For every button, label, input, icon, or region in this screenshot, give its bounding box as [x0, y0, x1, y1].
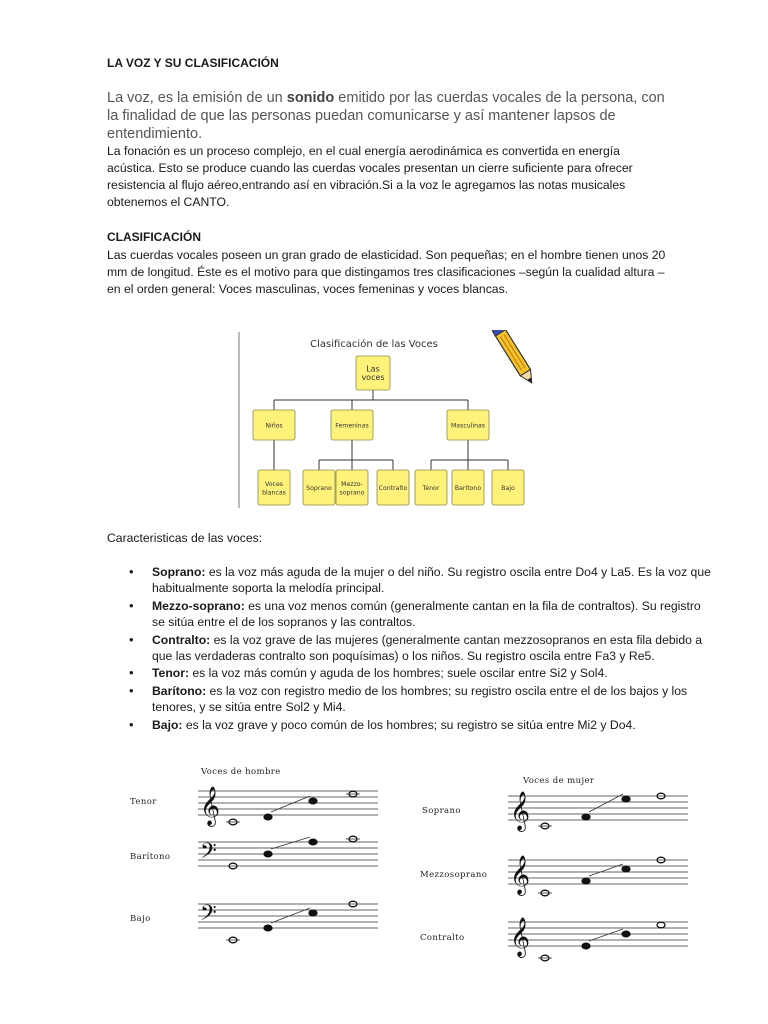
voice-description: es la voz más aguda de la mujer o del niño. Su registro oscila entre Do4 y La5. Es la voz que habitualmente soporta la melodía principal. [152, 565, 711, 596]
diagram-voice-box [492, 470, 524, 505]
staff-label-tenor: Tenor [130, 797, 157, 807]
voice-list-item [152, 632, 712, 665]
staff-soprano [508, 791, 688, 832]
note-head [622, 796, 630, 802]
diagram-box-label: Niños [265, 422, 283, 430]
staff-contralto [508, 917, 688, 961]
men-staff-title: Voces de hombre [201, 767, 281, 777]
voice-term: Mezzo-soprano: [152, 598, 245, 613]
diagram-box-label: Contralto [378, 485, 408, 492]
voice-term: Bajo: [152, 717, 183, 732]
diagram-box-label: voces [361, 372, 385, 382]
diagram-box-label: Voces [265, 480, 283, 488]
diagram-box-label: Barítono [454, 485, 482, 492]
note-head [264, 851, 272, 857]
voice-description: es la voz grave de las mujeres (generalmente cantan mezzosopranos en esta fila debido a que las verdaderas contralto son poquísimas) o los niños. Su registro oscila entre Fa3 y Re5. [152, 632, 703, 664]
voice-list-item [152, 598, 712, 631]
document-title: LA VOZ Y SU CLASIFICACIÓN [107, 56, 279, 70]
diagram-box-label: soprano [339, 489, 365, 497]
treble-clef-icon: 𝄞 [510, 917, 531, 957]
note-head [264, 814, 272, 820]
voice-description: es la voz con registro medio de los hombres; su registro oscila entre el de los bajos y los tenores, y se sitúa entre Sol2 y Mi4. [152, 683, 688, 715]
voice-list [107, 564, 712, 734]
diagram-title: Clasificación de las Voces [310, 339, 438, 350]
section-heading-classification: CLASIFICACIÓN [107, 230, 201, 244]
voice-description: es la voz más común y aguda de los hombres; suele oscilar entre Si2 y Sol4. [189, 666, 608, 681]
note-head [622, 931, 630, 937]
voice-term: Contralto: [152, 632, 211, 647]
paragraph-phonation: La fonación es un proceso complejo, en el cual energía aerodinámica es convertida en energía acústica. Esto se produce cuando las cuerdas vocales presentan un cierre suficiente para ofrecer resistencia al flujo aéreo,entrando así en vibración.Si a la voz le agregamos las notas musicales obtenemos el CANTO. [107, 144, 633, 209]
voice-description: es una voz menos común (generalmente cantan en la fila de contraltos). Su registro se sitúa entre el de los sopranos y las contraltos. [152, 598, 701, 630]
staff-label-bajo: Bajo [130, 914, 151, 924]
note-head [657, 922, 665, 928]
characteristics-intro: Caracteristicas de las voces: [107, 531, 263, 545]
note-head [309, 910, 317, 916]
diagram-box-label: blancas [262, 489, 286, 497]
note-head [582, 878, 590, 884]
lead-text-start: La voz, es la emisión de un [107, 90, 287, 106]
voice-list-item [152, 564, 712, 597]
diagram-box-label: Mezzo- [341, 480, 363, 488]
diagram-category-box [331, 410, 373, 440]
diagram-root-box [356, 356, 390, 390]
staff-label-soprano: Soprano [422, 806, 461, 816]
bass-clef-icon: 𝄢 [200, 839, 217, 869]
voice-term: Tenor: [152, 666, 190, 681]
staff-tenor [198, 786, 378, 827]
diagram-category-box [253, 410, 295, 440]
note-head [309, 839, 317, 845]
staff-bajo [198, 901, 378, 943]
diagram-box-label: Las [366, 364, 380, 374]
voice-term: Barítono: [152, 683, 207, 698]
note-head [264, 925, 272, 931]
diagram-voice-box [303, 470, 335, 505]
note-head [582, 943, 590, 949]
diagram-box-label: Femeninas [335, 422, 369, 430]
voice-list-item [152, 665, 712, 681]
staff-label-contralto: Contralto [420, 933, 465, 943]
voice-description: es la voz grave y poco común de los hombres; su registro se sitúa entre Mi2 y Do4. [182, 717, 636, 732]
voice-list-item [152, 717, 712, 733]
staff-mezzosoprano [508, 855, 688, 896]
note-head [622, 866, 630, 872]
lead-text-end: emitido por las cuerdas vocales de la persona, con la finalidad de que las personas puedan comunicarse y así mantener lapsos de entendimiento. [107, 90, 665, 142]
diagram-box-label: Masculinas [450, 422, 486, 430]
diagram-voice-box [377, 470, 409, 505]
treble-clef-icon: 𝄞 [200, 786, 221, 826]
diagram-voice-box [415, 470, 447, 505]
staff-label-baritono: Barítono [130, 852, 171, 862]
staff-label-mezzosoprano: Mezzosoprano [420, 870, 488, 880]
diagram-box-label: Tenor [422, 485, 440, 492]
note-head [309, 798, 317, 804]
voice-term: Soprano: [152, 565, 206, 579]
voice-list-item [152, 683, 712, 716]
diagram-category-box [447, 410, 489, 440]
women-staff-title: Voces de mujer [523, 776, 595, 786]
bass-clef-icon: 𝄢 [200, 901, 217, 931]
staff-baritono [198, 836, 378, 869]
paragraph-classification: Las cuerdas vocales poseen un gran grado de elasticidad. Son pequeñas; en el hombre tienen unos 20 mm de longitud. Éste es el motivo para que distingamos tres clasificaciones –según la cualidad altura –en el orden general: Voces masculinas, voces femeninas y voces blancas. [107, 248, 666, 296]
lead-paragraph [107, 89, 667, 143]
voice-classification-diagram [238, 330, 533, 510]
treble-clef-icon: 𝄞 [510, 855, 531, 895]
voice-ranges-staff-figure [120, 758, 720, 968]
diagram-voice-box [258, 470, 290, 505]
diagram-box-label: Bajo [501, 485, 515, 492]
lead-bold-word: sonido [286, 90, 335, 106]
treble-clef-icon: 𝄞 [510, 791, 531, 831]
note-head [582, 814, 590, 820]
diagram-voice-box [336, 470, 368, 505]
diagram-box-label: Soprano [306, 485, 332, 492]
pencil-icon [492, 330, 533, 386]
diagram-voice-box [452, 470, 484, 505]
